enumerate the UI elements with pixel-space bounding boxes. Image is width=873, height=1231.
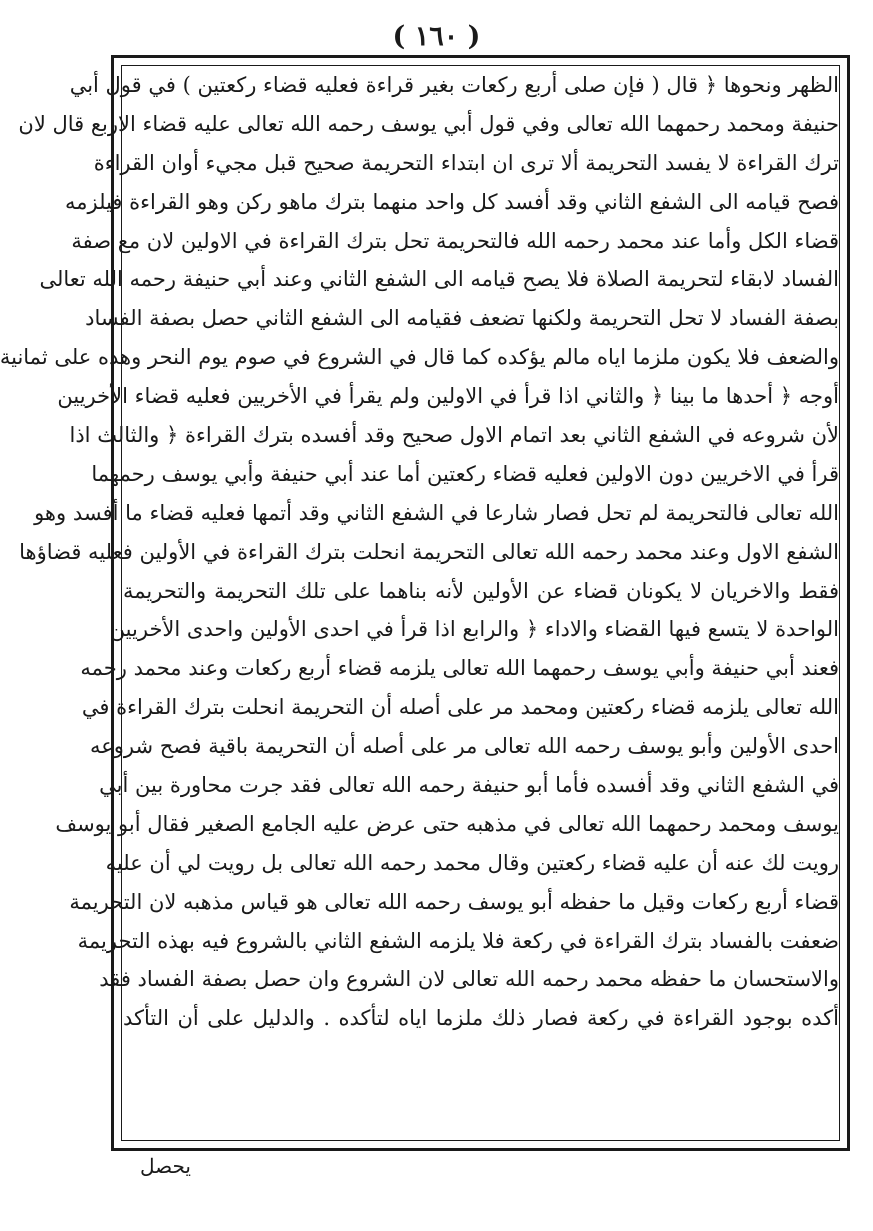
main-text-block: [0, 66, 839, 1038]
text-line: في الشفع الثاني وقد أفسده فأما أبو حنيفة رحمه الله تعالى فقد جرت محاورة بين أبي: [99, 773, 839, 798]
text-line: الله تعالى فالتحريمة لم تحل فصار شارعا في الشفع الثاني وقد أتمها فعليه قضاء ما أفسد وهو: [34, 500, 839, 525]
text-line: فعند أبي حنيفة وأبي يوسف رحمهما الله تعالى يلزمه قضاء أربع ركعات وعند محمد رحمه: [80, 656, 839, 681]
text-line: حنيفة ومحمد رحمهما الله تعالى وفي قول أبي يوسف رحمه الله تعالى عليه قضاء الاربع قال لان: [18, 111, 839, 136]
text-line: لأن شروعه في الشفع الثاني بعد اتمام الاول صحيح وقد أفسده بترك القراءة ﴿ والثالث اذا: [69, 423, 839, 448]
text-line: الواحدة لا يتسع فيها القضاء والاداء ﴿ والرابع اذا قرأ في احدى الأولين واحدى الأخريين: [109, 617, 839, 642]
text-line: الظهر ونحوها ﴿ قال ( فإن صلى أربع ركعات بغير قراءة فعليه قضاء ركعتين ) في قول أبي: [69, 73, 839, 97]
text-line: يوسف ومحمد رحمهما الله تعالى في مذهبه حتى عرض عليه الجامع الصغير فقال أبو يوسف: [55, 811, 839, 836]
catchword: يحصل: [140, 1154, 191, 1178]
text-line: أكده بوجود القراءة في ركعة فصار ذلك ملزما اياه لتأكده . والدليل على أن التأكد: [123, 1006, 839, 1031]
text-line: احدى الأولين وأبو يوسف رحمه الله تعالى مر على أصله أن التحريمة باقية فصح شروعه: [89, 734, 839, 759]
text-line: قضاء الكل وأما عند محمد رحمه الله فالتحريمة تحل بترك القراءة في الاولين لان مع صفة: [71, 228, 839, 253]
text-line: الفساد لابقاء لتحريمة الصلاة فلا يصح قيامه الى الشفع الثاني وعند أبي حنيفة رحمه الله تعالى: [39, 267, 839, 292]
text-line: الله تعالى يلزمه قضاء ركعتين ومحمد مر على أصله أن التحريمة انحلت بترك القراءة في: [81, 695, 839, 720]
text-line: والاستحسان ما حفظه محمد رحمه الله تعالى لان الشروع وان حصل بصفة الفساد فقد: [99, 967, 839, 992]
text-line: قرأ في الاخريين دون الاولين فعليه قضاء ركعتين أما عند أبي حنيفة وأبي يوسف رحمهما: [91, 461, 839, 486]
text-line: ضعفت بالفساد بترك القراءة في ركعة فلا يلزمه الشفع الثاني بالشروع فيه بهذه التحريمة: [77, 928, 839, 953]
text-line: فصح قيامه الى الشفع الثاني وقد أفسد كل واحد منهما بترك ماهو ركن وهو القراءة فيلزمه: [65, 189, 839, 214]
text-line: رويت لك عنه أن عليه قضاء ركعتين وقال محمد رحمه الله تعالى بل رويت لي أن عليه: [105, 850, 839, 875]
text-line: قضاء أربع ركعات وقيل ما حفظه أبو يوسف رحمه الله تعالى هو قياس مذهبه لان التحريمة: [69, 889, 839, 914]
page-number: ( ١٦٠ ): [392, 21, 481, 52]
text-line: الشفع الاول وعند محمد رحمه الله تعالى التحريمة انحلت بترك القراءة في الأولين فعليه قضاؤها: [19, 539, 839, 564]
text-line: بصفة الفساد لا تحل التحريمة ولكنها تضعف فقيامه الى الشفع الثاني حصل بصفة الفساد: [85, 306, 839, 331]
text-line: أوجه ﴿ أحدها ما بينا ﴿ والثاني اذا قرأ في الاولين ولم يقرأ في الأخريين فعليه قضاء الأخريين: [57, 384, 839, 409]
text-line: فقط والاخريان لا يكونان قضاء عن الأولين لأنه بناهما على تلك التحريمة والتحريمة: [123, 578, 839, 603]
text-line: ترك القراءة لا يفسد التحريمة ألا ترى ان ابتداء التحريمة صحيح قبل مجيء أوان القراءة: [93, 150, 839, 175]
text-line: والضعف فلا يكون ملزما اياه مالم يؤكده كما قال في الشروع في صوم يوم النحر وهذه على ثمانية: [0, 345, 839, 370]
